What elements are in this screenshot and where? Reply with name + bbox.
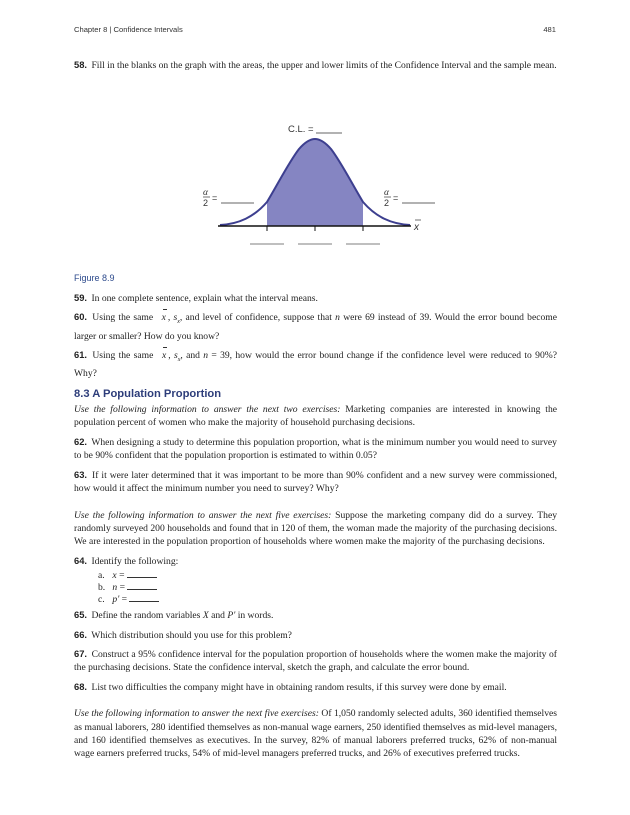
exercise-number: 65. [74,609,88,621]
info-block-five-exercises-survey [74,509,557,549]
exercise-text: If it were later determined that it was important to be more than 90% confident and a new survey were commissioned, how would it affect the minimum number you need to survey? Why? [74,469,557,495]
page-content [74,58,557,766]
svg-text:α: α [384,188,389,199]
exercise-text: Using the same [92,312,154,324]
info-block-five-exercises-trucks [74,707,557,761]
section-title: 8.3 A Population Proportion [74,387,222,400]
exercise-66 [74,628,557,642]
svg-text:α: α [203,188,208,199]
exercise-68 [74,680,557,694]
exercise-65: 65. Define the random variables X and P' in words. [74,609,274,622]
exercise-59 [74,291,557,305]
exercise-63 [74,468,557,496]
page-number: 481 [543,25,556,34]
exercise-text: , and level of confidence, suppose that [179,312,332,324]
exercise-number: 66. [74,628,88,640]
list-item: a. x = [98,569,557,581]
info-text: Suppose the marketing company did do a survey. They randomly surveyed 200 households and found that in 120 of them, the woman made the majority of the purchasing decisions. We are interested in the population proportion of households where women make the majority of the purchasing decisions. [74,509,557,548]
answer-blank [129,593,159,602]
exercise-text: , and [180,349,200,361]
exercise-text: Construct a 95% confidence interval for the population proportion of households where the women make the majority of the purchasing decisions. State the confidence interval, sketch the graph, and calculate the error bound. [74,648,557,674]
exercise-number: 68. [74,680,88,692]
exercise-58 [74,58,557,72]
confidence-region [267,139,363,226]
exercise-number: 58. [74,59,88,70]
info-block-two-exercises [74,403,557,430]
n-symbol: n [335,312,340,324]
exercise-number: 64. [74,554,88,566]
exercise-number: 62. [74,435,88,447]
running-header [74,25,556,37]
exercise-text: Which distribution should you use for this problem? [91,629,292,641]
info-lead: Use the following information to answer the next five exercises: [74,708,319,720]
cl-label: C.L. = [288,124,314,136]
exercise-text: Fill in the blanks on the graph with the areas, the upper and lower limits of the Confidence Interval and the sample mean. [91,60,557,71]
info-lead: Use the following information to answer the next two exercises: [74,404,341,416]
exercise-60: 60. Using the same x , $s_x$, and level of confidence, suppose that n were 69 instead of 39. Would the error bound become larger or smaller? How do you know? [74,311,558,342]
svg-text:2: 2 [384,198,390,209]
exercise-64 [74,554,557,568]
exercise-text: In one complete sentence, explain what the interval means. [91,292,318,304]
sample-mean-symbol: x [161,312,166,324]
exercise-number: 63. [74,468,88,480]
sample-mean-symbol: x [161,349,167,361]
answer-blank [127,569,157,578]
exercise-text: were 69 instead of 39. Would the error bound become larger or smaller? How do you know? [74,312,558,342]
svg-text:=: = [393,193,399,204]
exercise-62 [74,435,557,463]
exercise-number: 59. [74,291,88,303]
info-lead: Use the following information to answer the next five exercises: [74,509,332,521]
confidence-interval-figure [74,77,557,270]
info-text: Of 1,050 randomly selected adults, 360 identified themselves as manual laborers, 280 identified themselves as non-manual wage earners, 250 identified themselves as mid-level managers, and 160 identified themselves as executives. In the survey, 82% of manual laborers preferred trucks, 62% of non-manual wage earners preferred trucks, 54% of mid-level managers preferred trucks, and 26% of executives preferred trucks. [74,708,557,760]
answer-blank [127,581,157,590]
exercise-text: Identify the following: [91,555,179,567]
exercise-67 [74,647,557,675]
svg-text:=: = [212,193,218,204]
sample-sd-symbol: $s_x$ [173,349,181,363]
sample-sd-symbol: $s_x$ [173,312,180,326]
chapter-title: Chapter 8 | Confidence Intervals [74,25,183,34]
exercise-text: List two difficulties the company might have in obtaining random results, if this survey were done by email. [91,681,507,693]
exercise-number: 60. [74,311,88,323]
list-item: c. p' = [98,593,557,605]
exercise-text: When designing a study to determine this population proportion, what is the minimum number you would need to survey to be 90% confident that the population proportion is estimated to within 0.05? [74,436,557,462]
svg-text:2: 2 [203,198,209,209]
exercise-text: = 39, how would the error bound change if the confidence level were reduced to 90%? Why? [74,349,558,380]
exercise-number: 67. [74,647,88,659]
n-symbol: n [203,349,209,361]
axis-label-xbar: x [414,222,419,234]
figure-caption: Figure 8.9 [74,273,115,284]
exercise-61: 61. Using the same x , $s_x$, and n = 39, how would the error bound change if the confidence level were reduced to 90%? Why? [74,348,558,380]
exercise-text: Using the same [92,349,154,361]
exercise-64-list [74,569,557,605]
exercise-number: 61. [74,348,88,360]
list-item: b. n = [98,581,557,593]
bell-curve-graph [74,77,557,270]
info-text: Marketing companies are interested in knowing the population percent of women who make the majority of household purchasing decisions. [74,404,557,429]
